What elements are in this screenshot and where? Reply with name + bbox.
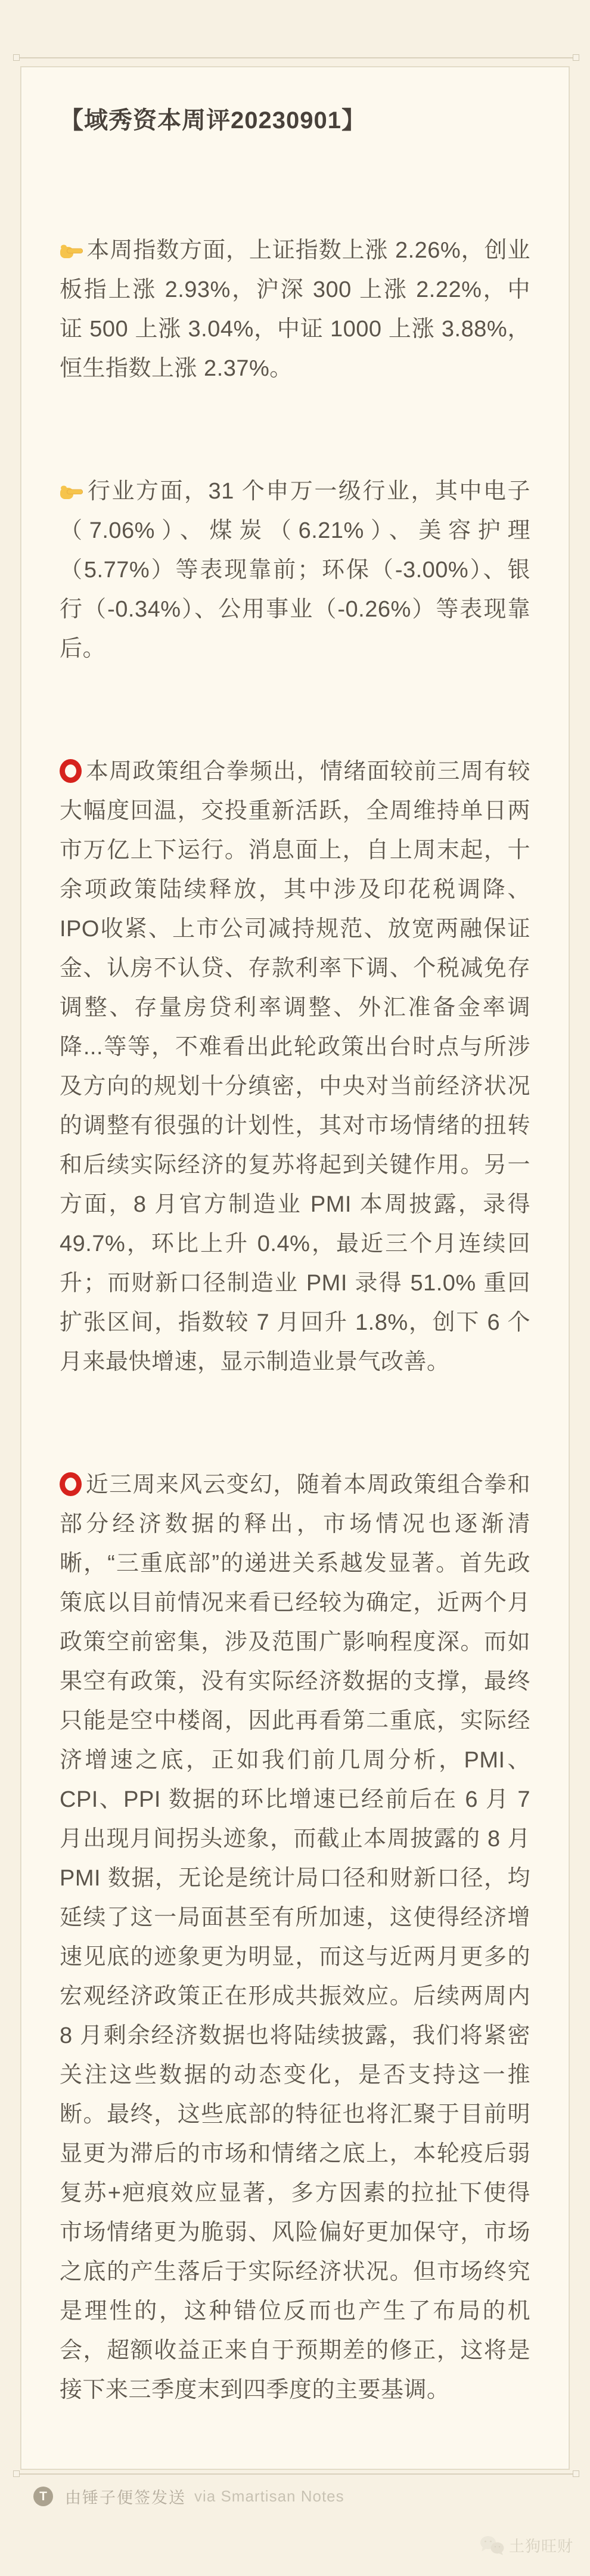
watermark (479, 2534, 573, 2556)
paragraph-text: 本周政策组合拳频出，情绪面较前三周有较大幅度回温，交投重新活跃，全周维持单日两市万亿上下运行。消息面上，自上周末起，十余项政策陆续释放，其中涉及印花税调降、IPO收紧、上市公司减持规范、放宽两融保证金、认房不认贷、存款利率下调、个税减免存调整、存量房贷利率调整、外汇准备金率调降...等等，不难看出此轮政策出台时点与所涉及方向的规划十分缜密，中央对当前经济状况的调整有很强的计划性，其对市场情绪的扭转和后续实际经济的复苏将起到关键作用。另一方面，8 月官方制造业 PMI 本周披露，录得 49.7%，环比上升 0.4%，最近三个月连续回升；而财新口径制造业 PMI 录得 51.0% 重回扩张区间，指数较 7 月回升 1.8%，创下 6 个月来最快增速，显示制造业景气改善。 (60, 759, 530, 1374)
top-rule (18, 57, 575, 58)
paragraph-policy-commentary (60, 752, 530, 1382)
note-title: 【域秀资本周评20230901】 (60, 107, 366, 134)
paragraph-text: 近三周来风云变幻，随着本周政策组合拳和部分经济数据的释出，市场情况也逐渐清晰，“三重底部”的递进关系越发显著。首先政策底以目前情况来看已经较为确定，近两个月政策空前密集，涉及范围广影响程度深。而如果空有政策，没有实际经济数据的支撑，最终只能是空中楼阁，因此再看第二重底，实际经济增速之底，正如我们前几周分析，PMI、CPI、PPI 数据的环比增速已经前后在 6 月 7 月出现月间拐头迹象，而截止本周披露的 8 月 PMI 数据，无论是统计局口径和财新口径，均延续了这一局面甚至有所加速，这使得经济增速见底的迹象更为明显，而这与近两月更多的宏观经济政策正在形成共振效应。后续两周内 8 月剩余经济数据也将陆续披露，我们将紧密关注这些数据的动态变化，是否支持这一推断。最终，这些底部的特征也将汇聚于目前明显更为滞后的市场和情绪之底上，本轮疫后弱复苏+疤痕效应显著，多方因素的拉扯下使得市场情绪更为脆弱、风险偏好更加保守，市场之底的产生落后于实际经济状况。但市场终究是理性的，这种错位反而也产生了布局的机会，超额收益正来自于预期差的修正，这将是接下来三季度末到四季度的主要基调。 (60, 1472, 530, 2402)
bottom-right-handle (573, 2470, 579, 2477)
wechat-bubbles-icon (479, 2535, 505, 2556)
point-right-icon (60, 240, 83, 260)
paragraph-text: 本周指数方面，上证指数上涨 2.26%，创业板指上涨 2.93%，沪深 300 上涨 2.22%，中证 500 上涨 3.04%，中证 1000 上涨 3.88%，恒生指数上涨 2.37%。 (60, 238, 530, 381)
paragraph-index-summary (60, 231, 530, 388)
via-label: via Smartisan Notes (194, 2487, 344, 2505)
paragraph-market-outlook (60, 1465, 530, 2410)
badge-letter: T (39, 2489, 47, 2503)
point-right-icon (60, 481, 83, 501)
red-circle-icon (60, 1472, 82, 1496)
top-left-handle (13, 54, 20, 61)
top-right-handle (573, 54, 579, 61)
paragraph-sector-summary (60, 472, 530, 668)
smartisan-logo-icon (33, 2487, 53, 2506)
sender-label: 由锤子便签发送 (65, 2489, 186, 2507)
paragraph-text: 行业方面，31 个申万一级行业，其中电子（7.06%）、煤炭（6.21%）、美容护理（5.77%）等表现靠前；环保（-3.00%）、银行（-0.34%）、公用事业（-0.26%）等表现靠后。 (60, 479, 530, 661)
watermark-text: 土狗旺财 (508, 2537, 573, 2555)
bottom-left-handle (13, 2470, 20, 2477)
note-paper (20, 66, 570, 2470)
footer (33, 2485, 344, 2508)
red-circle-icon (60, 759, 82, 783)
bottom-rule (18, 2473, 575, 2475)
